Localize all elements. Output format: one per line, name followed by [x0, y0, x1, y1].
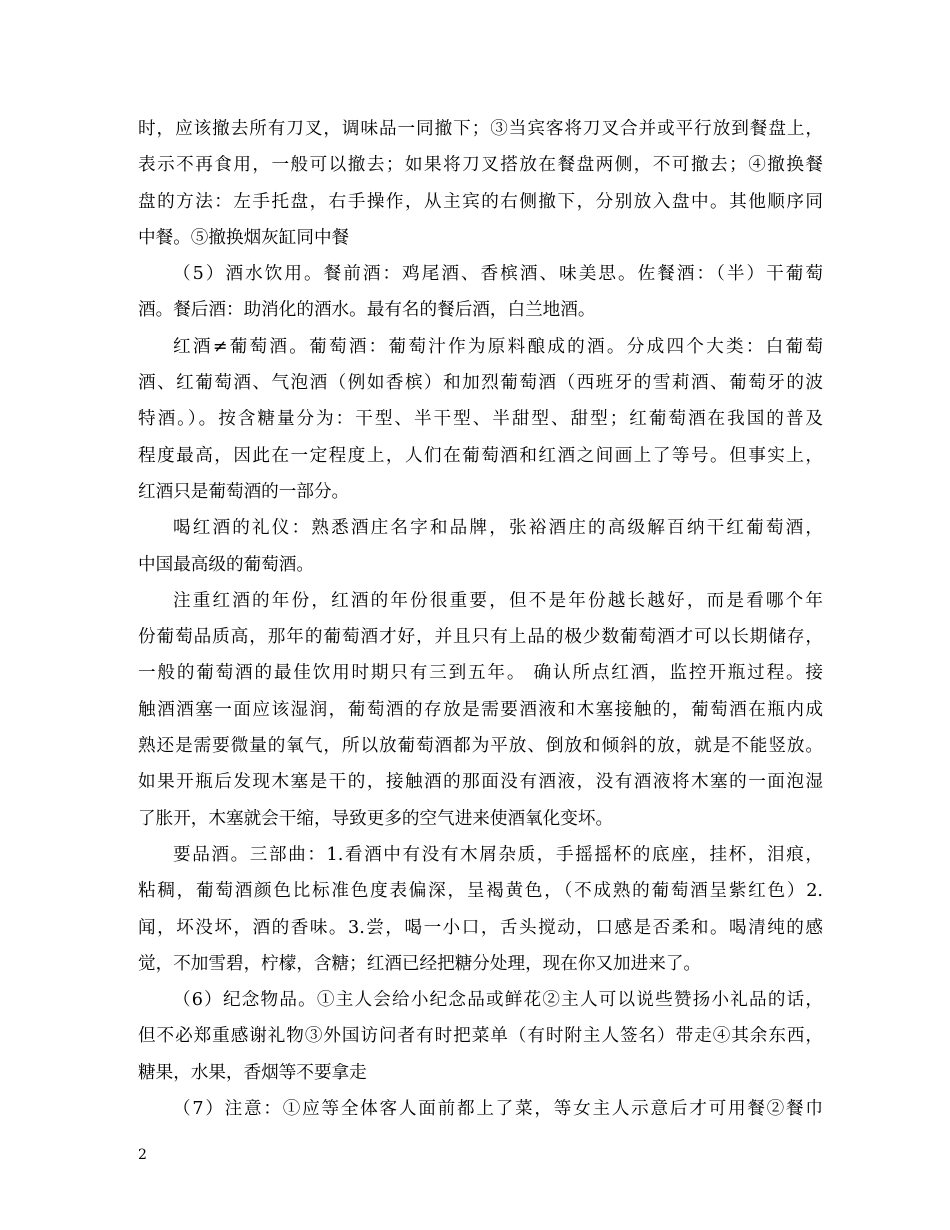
- text-line: 程度最高，因此在一定程度上，人们在葡萄酒和红酒之间画上了等号。但事实上，: [138, 445, 823, 466]
- text-line: 红酒≠葡萄酒。葡萄酒：葡萄汁作为原料酿成的酒。分成四个大类：白葡萄: [173, 336, 823, 357]
- text-line: 酒。餐后酒：助消化的酒水。最有名的餐后酒，白兰地酒。: [138, 300, 596, 321]
- text-line: 闻，坏没坏，酒的香味。3.尝，喝一小口，舌头搅动，口感是否柔和。喝清纯的感: [138, 917, 823, 938]
- text-line: 特酒。）。按含糖量分为：干型、半干型、半甜型、甜型；红葡萄酒在我国的普及: [138, 409, 823, 430]
- text-line: （5）酒水饮用。餐前酒：鸡尾酒、香槟酒、味美思。佐餐酒：（半）干葡萄: [173, 264, 823, 285]
- text-line: 如果开瓶后发现木塞是干的，接触酒的那面没有酒液，没有酒液将木塞的一面泡湿: [138, 772, 823, 793]
- text-line: 酒、红葡萄酒、气泡酒（例如香槟）和加烈葡萄酒（西班牙的雪莉酒、葡萄牙的波: [138, 373, 823, 394]
- text-line: 粘稠，葡萄酒颜色比标准色度表偏深，呈褐黄色，（不成熟的葡萄酒呈紫红色）2.: [138, 881, 823, 902]
- text-line: 时，应该撤去所有刀叉，调味品一同撤下；③当宾客将刀叉合并或平行放到餐盘上，: [138, 119, 823, 139]
- text-line: 熟还是需要微量的氧气，所以放葡萄酒都为平放、倒放和倾斜的放，就是不能竖放。: [138, 736, 823, 757]
- text-line: 注重红酒的年份，红酒的年份很重要，但不是年份越长越好，而是看哪个年: [173, 590, 823, 611]
- text-line: 觉，不加雪碧，柠檬，含糖；红酒已经把糖分处理，现在你又加进来了。: [138, 953, 702, 974]
- text-line: （7）注意：①应等全体客人面前都上了菜，等女主人示意后才可用餐②餐巾: [173, 1099, 823, 1120]
- text-line: 中餐。⑤撤换烟灰缸同中餐: [138, 227, 350, 248]
- body-text: [138, 111, 823, 1127]
- text-line: 糖果，水果，香烟等不要拿走: [138, 1062, 367, 1083]
- text-line: 要品酒。三部曲：1.看酒中有没有木屑杂质，手摇摇杯的底座，挂杯，泪痕，: [173, 844, 823, 865]
- text-line: 一般的葡萄酒的最佳饮用时期只有三到五年。 确认所点红酒，监控开瓶过程。接: [138, 663, 823, 684]
- page-number: 2: [138, 1147, 147, 1163]
- text-line: 中国最高级的葡萄酒。: [138, 554, 314, 575]
- text-line: 触酒酒塞一面应该湿润，葡萄酒的存放是需要酒液和木塞接触的，葡萄酒在瓶内成: [138, 699, 823, 720]
- text-line: 了胀开，木塞就会干缩，导致更多的空气进来使酒氧化变坏。: [138, 808, 614, 829]
- text-line: 份葡萄品质高，那年的葡萄酒才好，并且只有上品的极少数葡萄酒才可以长期储存，: [138, 627, 823, 648]
- text-line: 红酒只是葡萄酒的一部分。: [138, 481, 350, 502]
- text-line: （6）纪念物品。①主人会给小纪念品或鲜花②主人可以说些赞扬小礼品的话，: [173, 990, 823, 1011]
- text-line: 盘的方法：左手托盘，右手操作，从主宾的右侧撤下，分别放入盘中。其他顺序同: [138, 191, 823, 212]
- text-line: 表示不再食用，一般可以撤去；如果将刀叉搭放在餐盘两侧，不可撤去；④撤换餐: [138, 155, 823, 176]
- text-line: 喝红酒的礼仪：熟悉酒庄名字和品牌，张裕酒庄的高级解百纳干红葡萄酒，: [173, 518, 823, 539]
- text-line: 但不必郑重感谢礼物③外国访问者有时把菜单（有时附主人签名）带走④其余东西，: [138, 1026, 823, 1047]
